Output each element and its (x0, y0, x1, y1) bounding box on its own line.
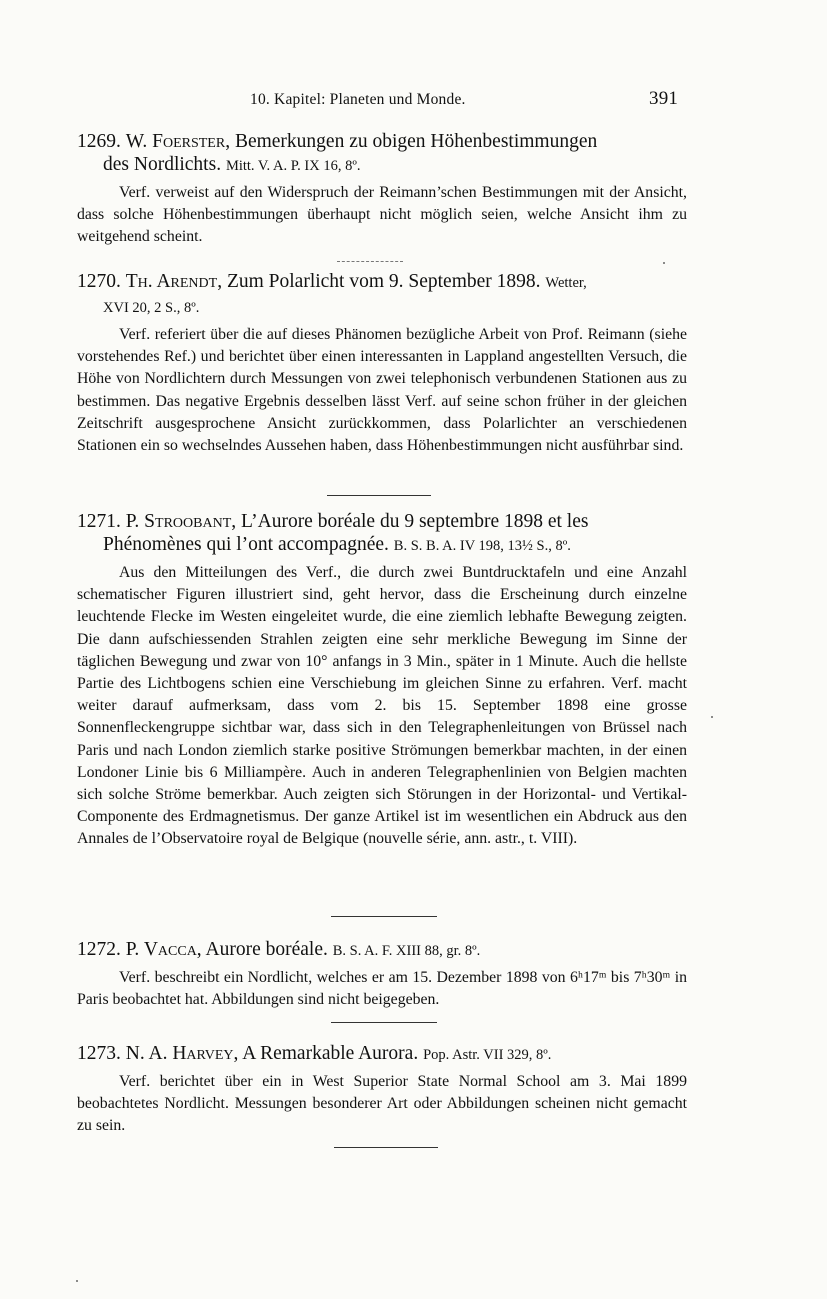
entry-source: B. S. B. A. IV 198, 13½ S., 8º. (393, 538, 571, 554)
entry-title: Zum Polarlicht vom 9. September 1898. (226, 271, 541, 292)
entry-author: P. Vacca, (125, 939, 202, 960)
entry-1273 (77, 1042, 687, 1138)
entry-title: Bemerkungen zu obigen Höhenbestimmungen (234, 131, 598, 152)
entry-number: 1272. (77, 939, 121, 960)
entry-heading (77, 510, 687, 558)
entry-source-continued: XVI 20, 2 S., 8º. (103, 300, 200, 316)
entry-author: N. A. Harvey, (125, 1043, 239, 1064)
entry-abstract: Verf. referiert über die auf dieses Phänomen bezügliche Arbeit von Prof. Reimann (siehe vorstehendes Ref.) und berichtet über einen interessanten in Lappland angestellten Versuch, die Höhe von Nordlichtern durch Messungen von zwei telephonisch verbundenen Stationen aus zu bestimmen. Das negative Ergebnis desselben lässt Verf. auf seine schon früher in der gleichen Zeitschrift ausgesprochene Ansicht zurückkommen, dass Polarlichter an verschiedenen Stationen ein so wechselndes Aussehen haben, dass Höhenbestimmungen nicht ausführbar sind. (77, 326, 687, 455)
entry-1270 (77, 270, 687, 457)
entry-abstract: Verf. beschreibt ein Nordlicht, welches er am 15. Dezember 1898 von 6ʰ17ᵐ bis 7ʰ30ᵐ in Paris beobachtet hat. Abbildungen sind nicht beigegeben. (77, 969, 687, 1009)
entry-author: W. Foerster, (125, 131, 231, 152)
separator-rule (337, 261, 403, 262)
entry-source: Wetter, (545, 275, 587, 291)
entry-source: B. S. A. F. XIII 88, gr. 8º. (332, 943, 481, 959)
entry-number: 1269. (77, 131, 121, 152)
entry-abstract: Verf. verweist auf den Widerspruch der Reimann’schen Bestimmungen mit der Ansicht, dass solche Höhenbestimmungen überhaupt nicht möglich seien, welche Ansicht ihm zu weitgehend scheint. (77, 184, 687, 246)
entry-title: L’Aurore boréale du 9 septembre 1898 et les (241, 511, 589, 532)
entry-title-continued: Phénomènes qui l’ont accompagnée. (103, 534, 389, 555)
print-speck (76, 1280, 78, 1282)
entry-title: Aurore boréale. (205, 939, 328, 960)
entry-heading (77, 938, 687, 963)
entry-author: P. Stroobant, (125, 511, 237, 532)
entry-heading (77, 130, 687, 178)
entry-number: 1273. (77, 1043, 121, 1064)
running-header (0, 88, 827, 114)
page-number: 391 (649, 88, 679, 109)
entry-abstract: Aus den Mitteilungen des Verf., die durch zwei Buntdrucktafeln und eine Anzahl schematischer Figuren illustriert sind, geht hervor, dass die Erscheinung durch einzelne leuchtende Flecke im Westen eingeleitet wurde, die eine ziemlich lebhafte Bewegung zeigten. Die dann aufschiessenden Strahlen zeigten eine sehr merkliche Bewegung im Sinne der täglichen Bewegung und zwar von 10° anfangs in 3 Min., später in 1 Minute. Auch die hellste Partie des Lichtbogens schien eine Verschiebung im gleichen Sinne zu erfahren. Verf. macht weiter darauf aufmerksam, dass vom 2. bis 15. September 1898 eine grosse Sonnenfleckengruppe sichtbar war, dass sich in den Telegraphenleitungen von Brüssel nach Paris und nach London ziemlich starke positive Strömungen bemerkbar machten, in der einen Londoner Linie bis 6 Milliampère. Auch in anderen Telegraphenlinien von Belgien machten sich solche Ströme bemerkbar. Auch zeigten sich Störungen in der Horizontal- und Vertikal-Componente des Erdmagnetismus. Der ganze Artikel ist im wesentlichen ein Abdruck aus den Annales de l’Observatoire royal de Belgique (nouvelle série, ann. astr., t. VIII). (77, 564, 687, 848)
separator-rule (327, 495, 431, 496)
entry-source: Pop. Astr. VII 329, 8º. (423, 1047, 552, 1063)
running-title: 10. Kapitel: Planeten und Monde. (250, 91, 466, 108)
entry-heading (77, 1042, 687, 1067)
print-speck (711, 716, 713, 718)
entry-author: Th. Arendt, (125, 271, 223, 292)
entry-abstract: Verf. berichtet über ein in West Superior State Normal School am 3. Mai 1899 beobachtetes Nordlicht. Messungen besonderer Art oder Abbildungen scheinen nicht gemacht zu sein. (77, 1073, 687, 1135)
entry-heading (77, 270, 687, 320)
separator-rule (331, 916, 437, 917)
entry-1272 (77, 938, 687, 1011)
entry-title: A Remarkable Aurora. (242, 1043, 419, 1064)
entry-number: 1271. (77, 511, 121, 532)
separator-rule (331, 1022, 437, 1023)
entry-1269 (77, 130, 687, 249)
print-speck (663, 262, 665, 264)
entry-source: Mitt. V. A. P. IX 16, 8º. (225, 158, 361, 174)
separator-rule (334, 1147, 438, 1148)
entry-number: 1270. (77, 271, 121, 292)
entry-title-continued: des Nordlichts. (103, 154, 222, 175)
entry-1271 (77, 510, 687, 851)
